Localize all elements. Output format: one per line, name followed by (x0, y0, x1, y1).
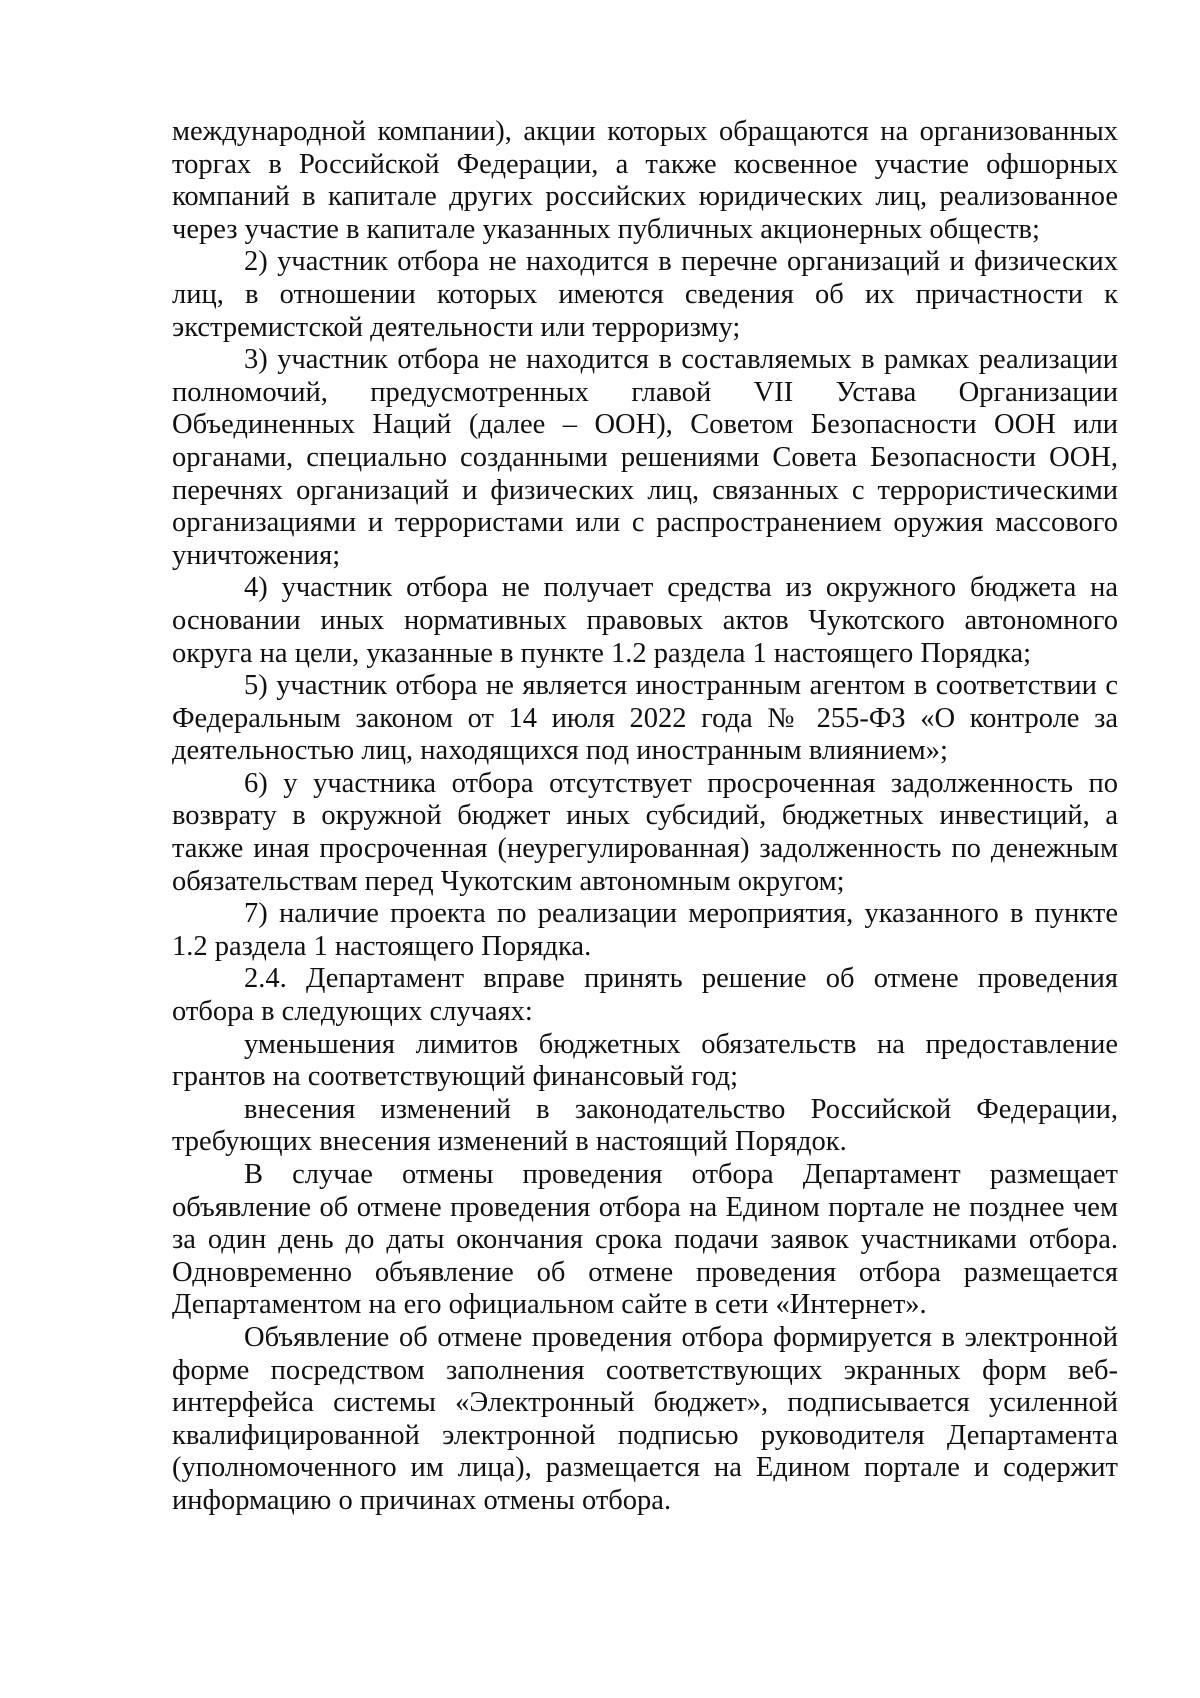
paragraph-section-2-4: 2.4. Департамент вправе принять решение об отмене проведения отбора в следующих случаях: (172, 963, 1118, 1028)
paragraph-case-limits: уменьшения лимитов бюджетных обязательств на предоставление грантов на соответствующий финансовый год; (172, 1028, 1118, 1093)
paragraph-item-4: 4) участник отбора не получает средства из окружного бюджета на основании иных нормативных правовых актов Чукотского автономного округа на цели, указанные в пункте 1.2 раздела 1 настоящего Порядка; (172, 572, 1118, 669)
paragraph-item-3: 3) участник отбора не находится в составляемых в рамках реализации полномочий, предусмотренных главой VII Устава Организации Объединенных Наций (далее – ООН), Советом Безопасности ООН или органами, специально созданными решениями Совета Безопасности ООН, перечнях организаций и физических лиц, связанных с террористическими организациями и террористами или с распространением оружия массового уничтожения; (172, 344, 1118, 571)
paragraph-item-2: 2) участник отбора не находится в перечне организаций и физических лиц, в отношении которых имеются сведения об их причастности к экстремистской деятельности или терроризму; (172, 246, 1118, 343)
paragraph-case-legislation: внесения изменений в законодательство Российской Федерации, требующих внесения изменений в настоящий Порядок. (172, 1093, 1118, 1158)
paragraph-cancellation-notice: В случае отмены проведения отбора Департамент размещает объявление об отмене проведения отбора на Едином портале не позднее чем за один день до даты окончания срока подачи заявок участниками отбора. Одновременно объявление об отмене проведения отбора размещается Департаментом на его официальном сайте в сети «Интернет». (172, 1159, 1118, 1321)
paragraph-continuation: международной компании), акции которых обращаются на организованных торгах в Российской Федерации, а также косвенное участие офшорных компаний в капитале других российских юридических лиц, реализованное через участие в капитале указанных публичных акционерных обществ; (172, 116, 1118, 245)
paragraph-item-7: 7) наличие проекта по реализации мероприятия, указанного в пункте 1.2 раздела 1 настоящего Порядка. (172, 898, 1118, 962)
paragraph-item-5: 5) участник отбора не является иностранным агентом в соответствии с Федеральным законом от 14 июля 2022 года № 255-ФЗ «О контроле за деятельностью лиц, находящихся под иностранным влиянием»; (172, 670, 1118, 767)
paragraph-cancellation-form: Объявление об отмене проведения отбора формируется в электронной форме посредством заполнения соответствующих экранных форм веб-интерфейса системы «Электронный бюджет», подписывается усиленной квалифицированной электронной подписью руководителя Департамента (уполномоченного им лица), размещается на Едином портале и содержит информацию о причинах отмены отбора. (172, 1321, 1118, 1516)
paragraph-item-6: 6) у участника отбора отсутствует просроченная задолженность по возврату в окружной бюджет иных субсидий, бюджетных инвестиций, а также иная просроченная (неурегулированная) задолженность по денежным обязательствам перед Чукотским автономным округом; (172, 767, 1118, 897)
document-page (172, 116, 1118, 1518)
